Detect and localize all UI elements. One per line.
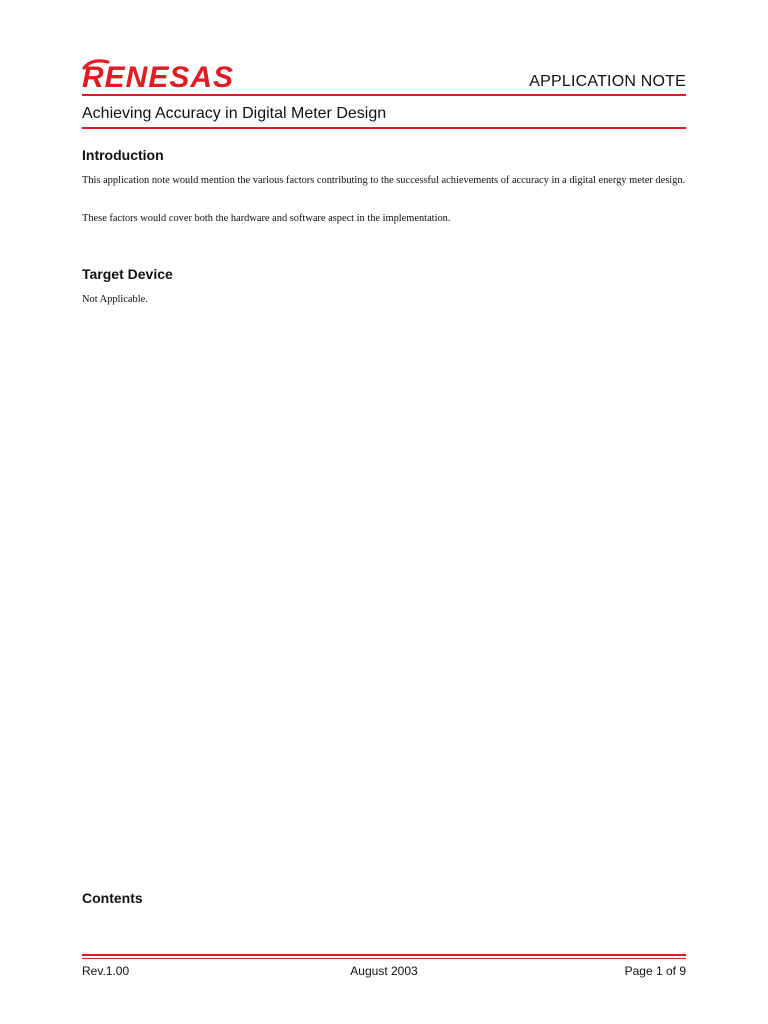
svg-text:RENESAS: RENESAS	[82, 61, 235, 90]
footer-page-number: Page 1 of 9	[624, 964, 686, 978]
header-rule	[82, 94, 686, 96]
introduction-paragraph: These factors would cover both the hardware and software aspect in the implementation.	[82, 213, 451, 224]
footer-rule	[82, 954, 686, 956]
footer-rule	[82, 958, 686, 959]
target-device-paragraph: Not Applicable.	[82, 294, 148, 305]
contents-heading: Contents	[82, 890, 143, 906]
document-type-label: APPLICATION NOTE	[529, 73, 686, 90]
footer-revision: Rev.1.00	[82, 964, 130, 978]
introduction-heading: Introduction	[82, 147, 164, 163]
document-title: Achieving Accuracy in Digital Meter Design	[82, 105, 387, 122]
renesas-logo	[82, 58, 290, 90]
title-rule	[82, 127, 686, 129]
introduction-paragraph: This application note would mention the various factors contributing to the successful achievements of accuracy in a digital energy meter design.	[82, 175, 686, 186]
footer-date: August 2003	[350, 964, 418, 978]
target-device-heading: Target Device	[82, 266, 173, 282]
